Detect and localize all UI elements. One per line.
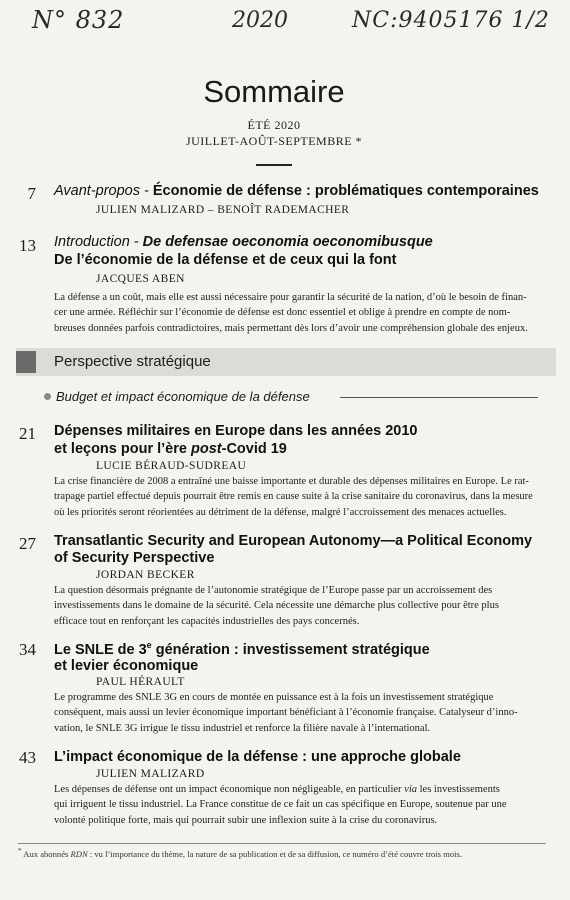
footnote [18,847,548,859]
entry-abstract [54,290,538,336]
article-title-line2[interactable]: of Security Perspective [54,550,215,566]
footnote-text-italic: RDN [70,848,88,859]
handwritten-issue-number: N° 832 [32,6,125,34]
abstract-part-italic: via [404,784,417,795]
section-marker [16,351,36,373]
abstract-line: conséquent, mais aussi un levier économique important bénéficiant à l’économie française. Catalyseur d’inno- [54,707,518,719]
issue-season: ÉTÉ 2020 [247,118,301,132]
page-number[interactable]: 43 [19,748,36,767]
page-number[interactable]: 27 [19,534,36,553]
title-part: et leçons pour l’ère [54,441,191,457]
article-abstract [54,782,538,828]
article-abstract [54,690,538,736]
abstract-line: qui irriguent le tissu industriel. La France constitue de ce fait un cas spécifique en Europe, soutenue par une [54,799,507,811]
entry-title-latin: De defensae oeconomia oeconomibusque [142,234,433,250]
abstract-line: La défense a un coût, mais elle est aussi nécessaire pour garantir la sécurité de la nation, d’où le besoin de finan- [54,292,527,303]
entry-heading[interactable] [54,183,539,199]
article-title[interactable]: Transatlantic Security and European Autonomy—a Political Economy [54,533,533,549]
article-title-line2[interactable] [54,441,287,457]
page-number[interactable]: 7 [27,184,36,203]
title-divider [256,164,292,166]
title-part: -Covid 19 [221,441,287,457]
article-authors: JORDAN BECKER [96,569,195,581]
abstract-line: vation, le SNLE 3G irrigue le tissu industriel et renforce la filière navale à l’international. [54,722,431,734]
abstract-line: où les priorités seront réorientées au détriment de la défense, malgré l’accroissement des menaces actuelles. [54,506,507,518]
footnote-rule [18,843,546,844]
article-authors: PAUL HÉRAULT [96,676,185,688]
page-title: Sommaire [203,74,345,109]
page-number[interactable]: 21 [19,424,36,443]
abstract-line: trapage partiel effectué depuis pourrait être remis en cause suite à la crise sanitaire du coronavirus, dans la mesure [54,491,533,503]
handwritten-year: 2020 [232,8,288,33]
abstract-line: Le programme des SNLE 3G en cours de montée en puissance est à la fois un investissement stratégique [54,692,494,703]
abstract-line [54,782,538,797]
title-superscript: e [146,640,152,650]
abstract-line: breuses données parfois contradictoires, mais permettant dès lors d’avoir une compréhension globale des enjeux. [54,322,528,334]
abstract-line: volonté politique forte, mais qui pourrait subir une inflexion suite à la crise du coronavirus. [54,814,438,826]
entry-authors: JACQUES ABEN [96,273,185,285]
article-title[interactable] [54,640,430,658]
entry-label: Avant-propos - [54,183,153,199]
entry-subtitle[interactable]: De l’économie de la défense et de ceux qui la font [54,252,397,268]
title-part: génération : investissement stratégique [151,641,430,658]
footnote-mark: * [18,847,22,855]
footnote-text: Aux abonnés [21,848,71,859]
page-number[interactable]: 34 [19,640,36,659]
abstract-part: les investissements [417,784,500,795]
abstract-line: La crise financière de 2008 a entraîné une baisse importante et durable des dépenses militaires en Europe. Le rat- [54,476,529,487]
bullet-icon [44,393,51,400]
entry-title: Économie de défense : problématiques contemporaines [152,183,539,199]
handwritten-reference: NC:9405176 1/2 [352,8,550,33]
article-title[interactable]: L’impact économique de la défense : une approche globale [54,749,461,765]
page-number[interactable]: 13 [19,236,36,255]
entry-authors: JULIEN MALIZARD – BENOÎT RADEMACHER [96,204,350,216]
abstract-line: efficace tout en renforçant les capacités industrielles des pays concernés. [54,615,360,627]
article-title-line2[interactable]: et levier économique [54,658,199,674]
subsection-rule [340,397,538,398]
abstract-line: investissements dans le domaine de la sécurité. Cela nécessite une démarche plus collective pour être plus [54,600,499,612]
section-title[interactable]: Perspective stratégique [54,353,211,370]
article-title[interactable]: Dépenses militaires en Europe dans les années 2010 [54,423,418,439]
abstract-line: cer une armée. Réfléchir sur l’économie de défense est donc essentiel et oblige à prendre en compte de nom- [54,307,511,319]
article-abstract [54,583,538,629]
article-authors: JULIEN MALIZARD [96,768,205,780]
title-part-italic: post [191,441,222,457]
title-part: Le SNLE de 3 [54,641,147,658]
issue-months: JUILLET-AOÛT-SEPTEMBRE * [185,134,363,148]
entry-heading[interactable] [54,234,433,250]
abstract-part: Les dépenses de défense ont un impact économique non négligeable, en particulier [54,784,405,795]
abstract-line: La question désormais prégnante de l’autonomie stratégique de l’Europe passe par un accroissement des [54,585,493,596]
entry-label: Introduction - [54,234,143,250]
footnote-text: : vu l’importance du thème, la nature de sa publication et de sa diffusion, ce numéro d’été couvre trois mois. [87,848,462,859]
subsection-title[interactable]: Budget et impact économique de la défense [56,389,310,404]
article-authors: LUCIE BÉRAUD-SUDREAU [96,460,247,472]
article-abstract [54,474,538,520]
